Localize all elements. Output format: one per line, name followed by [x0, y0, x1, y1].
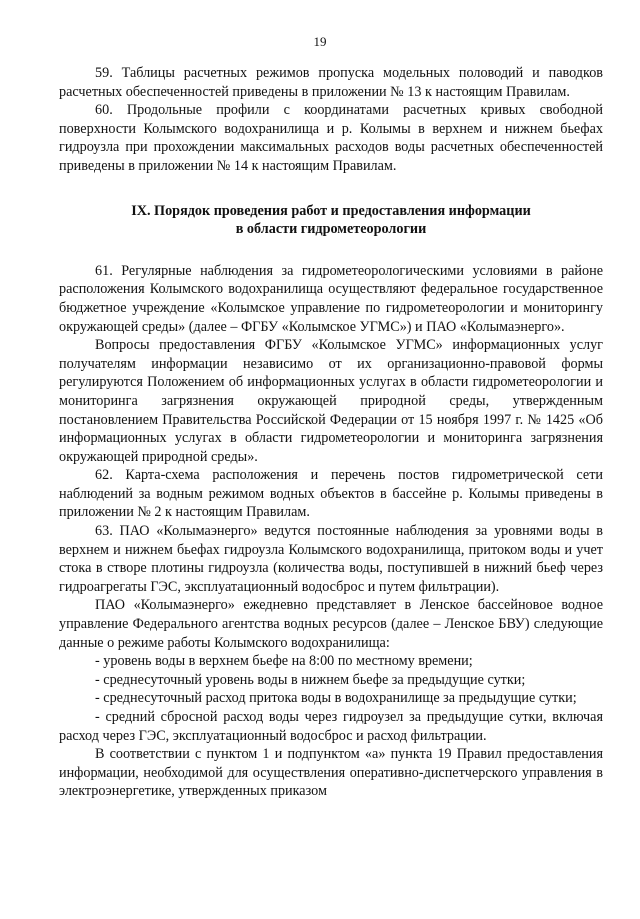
paragraph-rules-reference: В соответствии с пунктом 1 и подпунктом «а» пункта 19 Правил предоставления информации, необходимой для осуществления оперативно-диспетчерского управления в электроэнергетике, утвержденных приказом: [59, 746, 603, 800]
paragraph-60: 60. Продольные профили с координатами расчетных кривых свободной поверхности Колымского водохранилища и р. Колымы в верхнем и нижнем бьефах гидроузла при прохождении максимальных расходов воды расчетных обеспеченностей приведены в приложении № 14 к настоящим Правилам.: [59, 102, 603, 174]
list-item: - среднесуточный уровень воды в нижнем бьефе за предыдущие сутки;: [95, 671, 526, 688]
paragraph-info-services: Вопросы предоставления ФГБУ «Колымское УГМС» информационных услуг получателям информации независимо от их организационно-правовой формы регулируются Положением об информационных услугах в области гидрометеорологии и мониторинга загрязнения окружающей природной среды, утвержденным постановлением Правительства Российской Федерации от 15 ноября 1997 г. № 1425 «Об информационных услугах в области гидрометеорологии и мониторинга загрязнения окружающей природной среды».: [59, 337, 603, 465]
paragraph-daily-report: ПАО «Колымаэнерго» ежедневно представляет в Ленское бассейновое водное управление Федерального агентства водных ресурсов (далее – Ленское БВУ) следующие данные о режиме работы Колымского водохранилища:: [59, 597, 603, 651]
list-item: - уровень воды в верхнем бьефе на 8:00 по местному времени;: [95, 653, 473, 670]
paragraph-61: 61. Регулярные наблюдения за гидрометеорологическими условиями в районе расположения Колымского водохранилища осуществляют федеральное государственное бюджетное учреждение «Колымское управление по гидрометеорологии и мониторингу окружающей среды» (далее – ФГБУ «Колымское УГМС») и ПАО «Колымаэнерго».: [59, 262, 603, 335]
paragraph-62: 62. Карта-схема расположения и перечень постов гидрометрической сети наблюдений за водным режимом водных объектов в бассейне р. Колымы приведены в приложении № 2 к настоящим Правилам.: [59, 467, 603, 521]
list-item: - среднесуточный расход притока воды в водохранилище за предыдущие сутки;: [95, 690, 577, 707]
section-heading-line-1: IX. Порядок проведения работ и предоставления информации: [131, 202, 531, 219]
paragraph-63: 63. ПАО «Колымаэнерго» ведутся постоянные наблюдения за уровнями воды в верхнем и нижнем бьефах гидроузла Колымского водохранилища, притоком воды и учет стока в створе плотины гидроузла (количества воды, поступившей в нижний бьеф через гидроагрегаты ГЭС, эксплуатационный водосброс и путем фильтрации).: [59, 523, 603, 595]
document-body: [59, 64, 603, 801]
paragraph-59: 59. Таблицы расчетных режимов пропуска модельных половодий и паводков расчетных обеспеченностей приведены в приложении № 13 к настоящим Правилам.: [59, 65, 603, 100]
list-item: - средний сбросной расход воды через гидроузел за предыдущие сутки, включая расход через ГЭС, эксплуатационный водосброс и расход фильтрации.: [59, 709, 603, 744]
page-number: 19: [313, 34, 327, 49]
section-heading-line-2: в области гидрометеорологии: [235, 221, 427, 238]
section-heading: [59, 202, 603, 239]
